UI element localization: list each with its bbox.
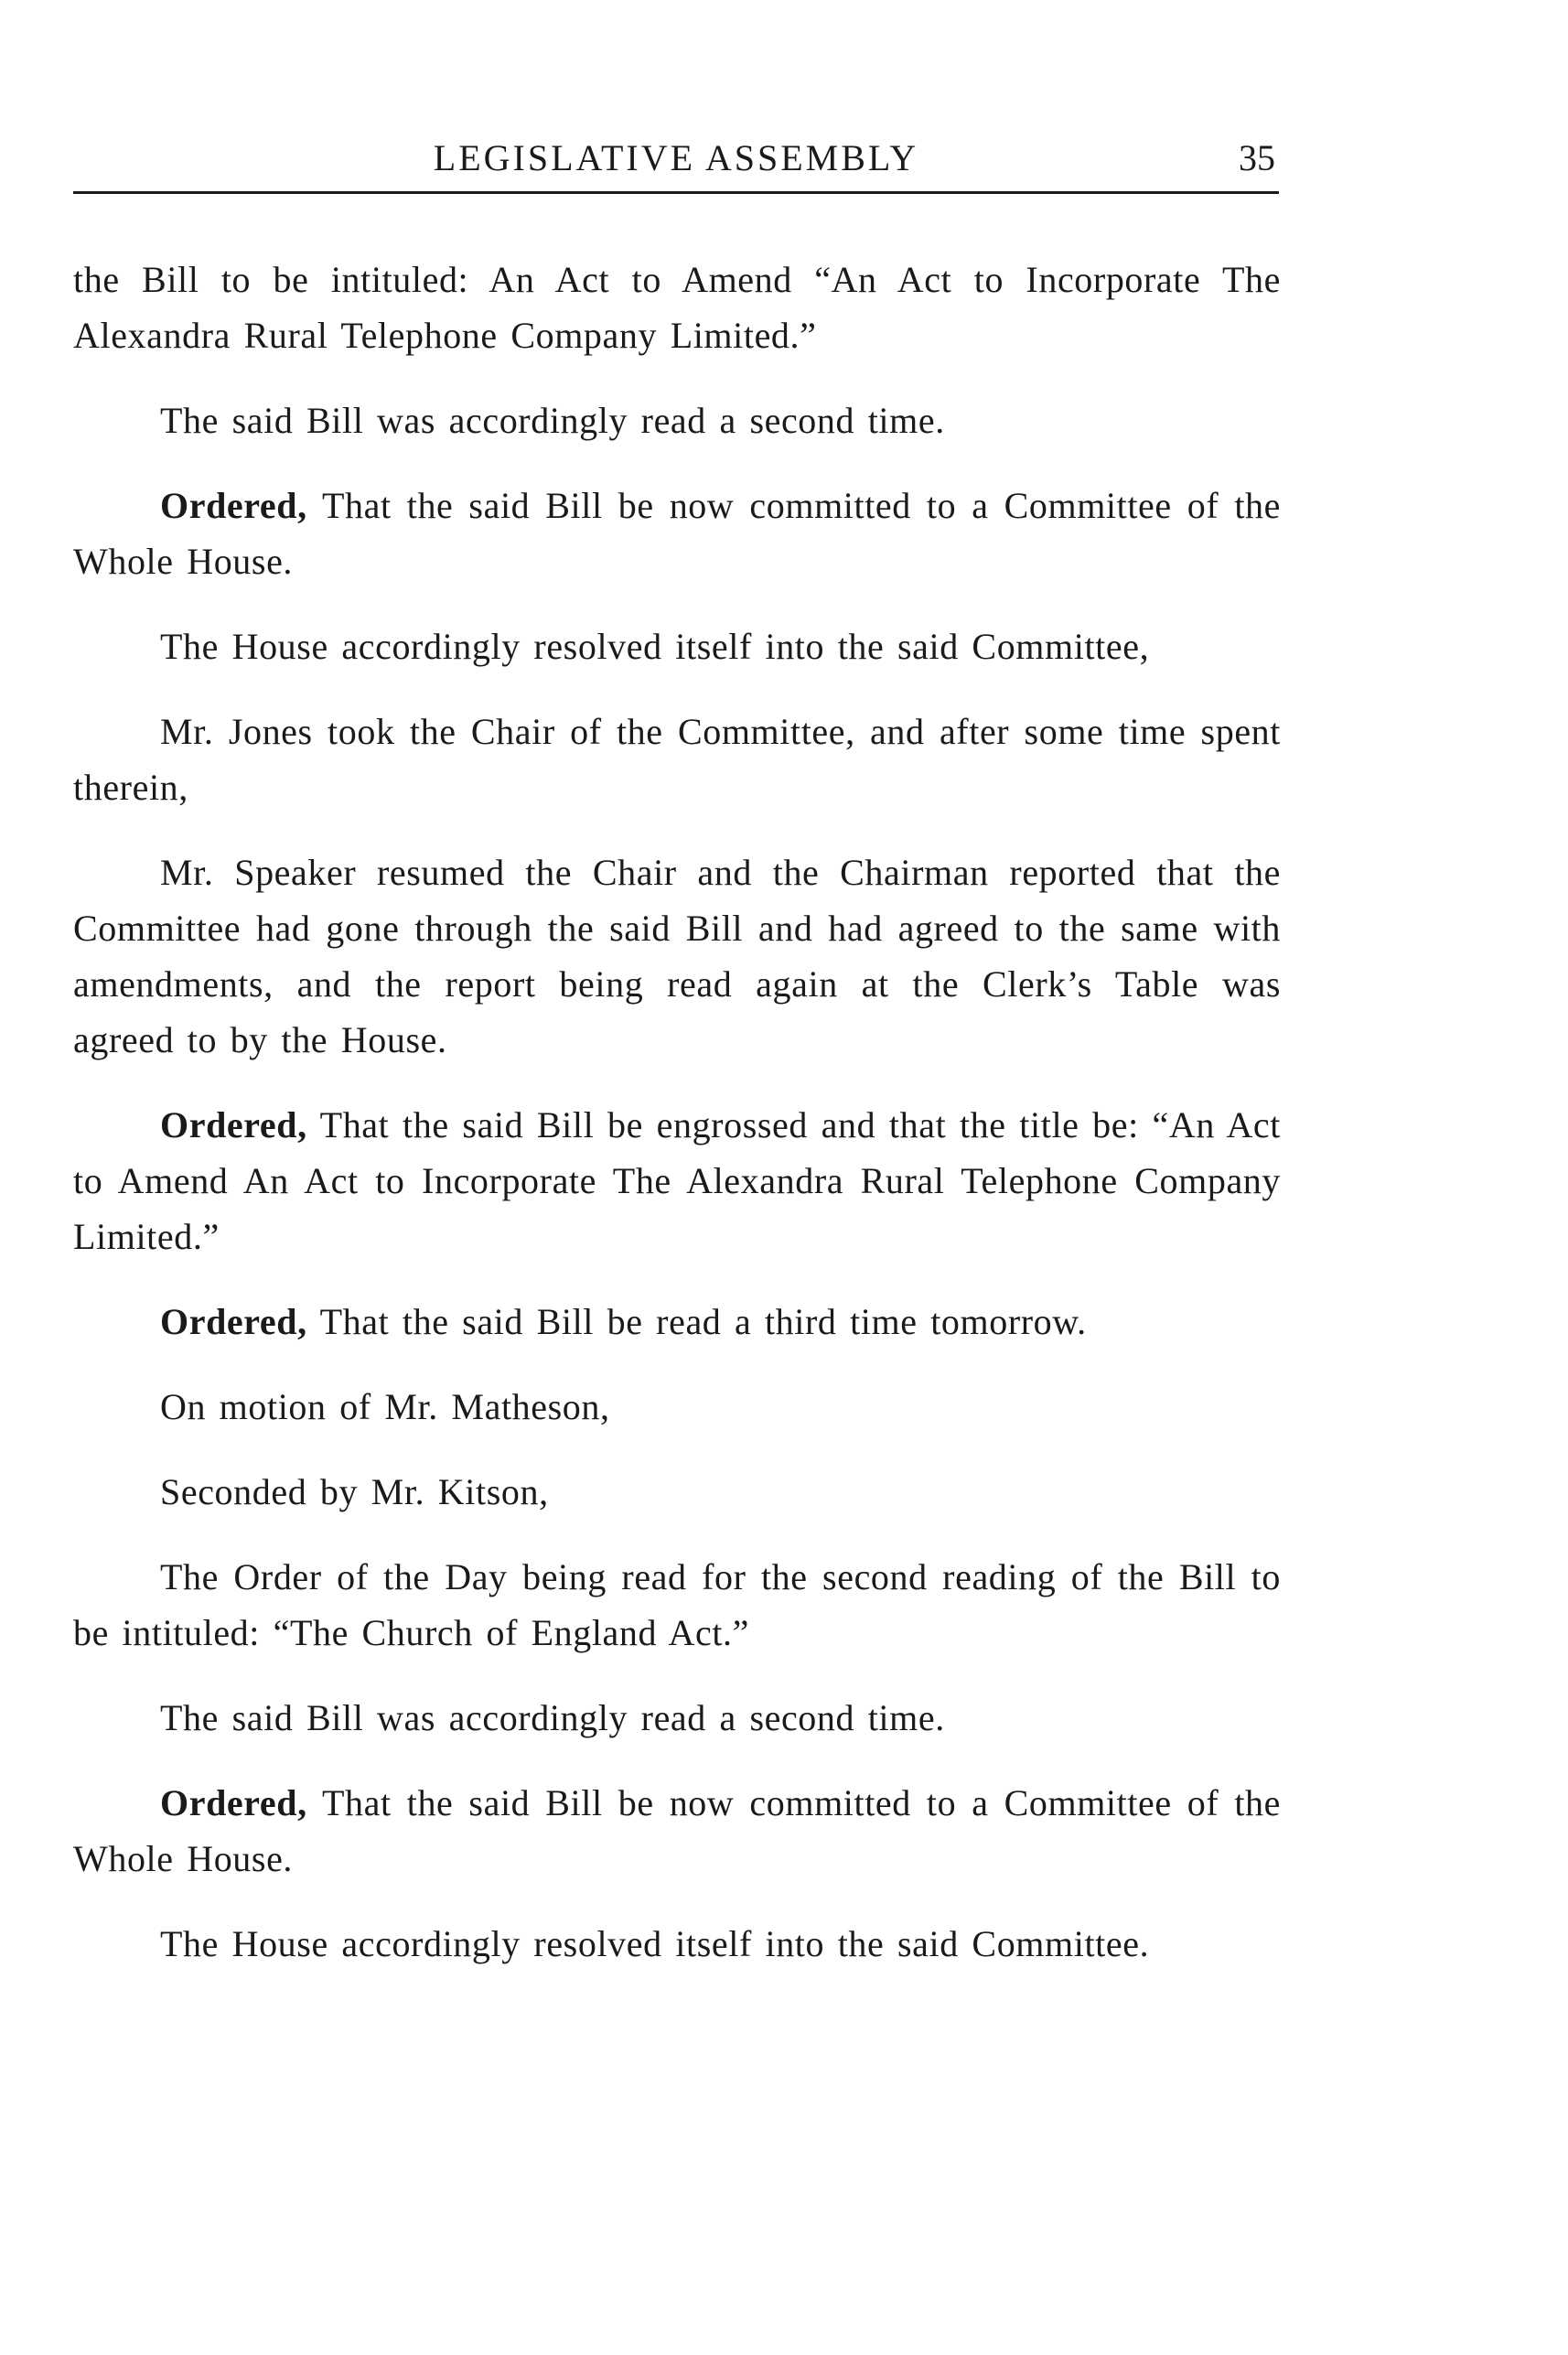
paragraph-text: The House accordingly resolved itself into the said Committee, <box>160 626 1150 667</box>
paragraph-text: Mr. Jones took the Chair of the Committee, and after some time spent therein, <box>73 711 1281 808</box>
paragraph-text: The said Bill was accordingly read a second time. <box>160 1697 945 1738</box>
paragraph-text: That the said Bill be engrossed and that the title be: “An Act to Amend An Act to Incorporate The Alexandra Rural Telephone Company Limited.” <box>73 1104 1281 1257</box>
page-number: 35 <box>1239 137 1275 178</box>
paragraph-text: On motion of Mr. Matheson, <box>160 1386 610 1427</box>
paragraph-text: That the said Bill be now committed to a Committee of the Whole House. <box>73 485 1281 582</box>
paragraph-house-resolved <box>73 618 1281 674</box>
paragraph-ordered-committed <box>73 478 1281 589</box>
paragraph-text: Seconded by Mr. Kitson, <box>160 1471 549 1512</box>
paragraph-text: That the said Bill be read a third time tomorrow. <box>319 1301 1087 1342</box>
paragraph-ordered-committed-2 <box>73 1775 1281 1887</box>
paragraph-seconded <box>73 1464 1281 1520</box>
paragraph-text: The House accordingly resolved itself into the said Committee. <box>160 1923 1150 1964</box>
paragraph-speaker-resumed <box>73 844 1281 1068</box>
paragraph-text: That the said Bill be now committed to a Committee of the Whole House. <box>73 1782 1281 1879</box>
paragraph-lead: Ordered, <box>160 1301 307 1342</box>
body-text <box>73 252 1281 2001</box>
paragraph-text: Mr. Speaker resumed the Chair and the Chairman reported that the Committee had gone through the said Bill and had agreed to the same with amendments, and the report being read again at the Clerk’s Table was agreed to by the House. <box>73 852 1281 1060</box>
paragraph-ordered-engrossed <box>73 1097 1281 1264</box>
paragraph-ordered-third-reading <box>73 1294 1281 1350</box>
paragraph-text: The said Bill was accordingly read a second time. <box>160 400 945 441</box>
paragraph-text: The Order of the Day being read for the second reading of the Bill to be intituled: “The Church of England Act.” <box>73 1556 1281 1653</box>
paragraph-chair-taken <box>73 704 1281 815</box>
paragraph-house-resolved-2 <box>73 1916 1281 1972</box>
paragraph-second-reading <box>73 392 1281 448</box>
running-title: LEGISLATIVE ASSEMBLY <box>433 137 919 178</box>
paragraph-text: the Bill to be intituled: An Act to Amend “An Act to Incorporate The Alexandra Rural Telephone Company Limited.” <box>73 259 1281 356</box>
paragraph-lead: Ordered, <box>160 1104 307 1145</box>
paragraph-lead: Ordered, <box>160 1782 307 1823</box>
paragraph-motion <box>73 1379 1281 1435</box>
paragraph-lead: Ordered, <box>160 485 307 526</box>
paragraph-order-of-day <box>73 1549 1281 1661</box>
paragraph-bill-title-continued <box>73 252 1281 363</box>
page-header <box>73 133 1279 194</box>
paragraph-second-reading-2 <box>73 1690 1281 1746</box>
